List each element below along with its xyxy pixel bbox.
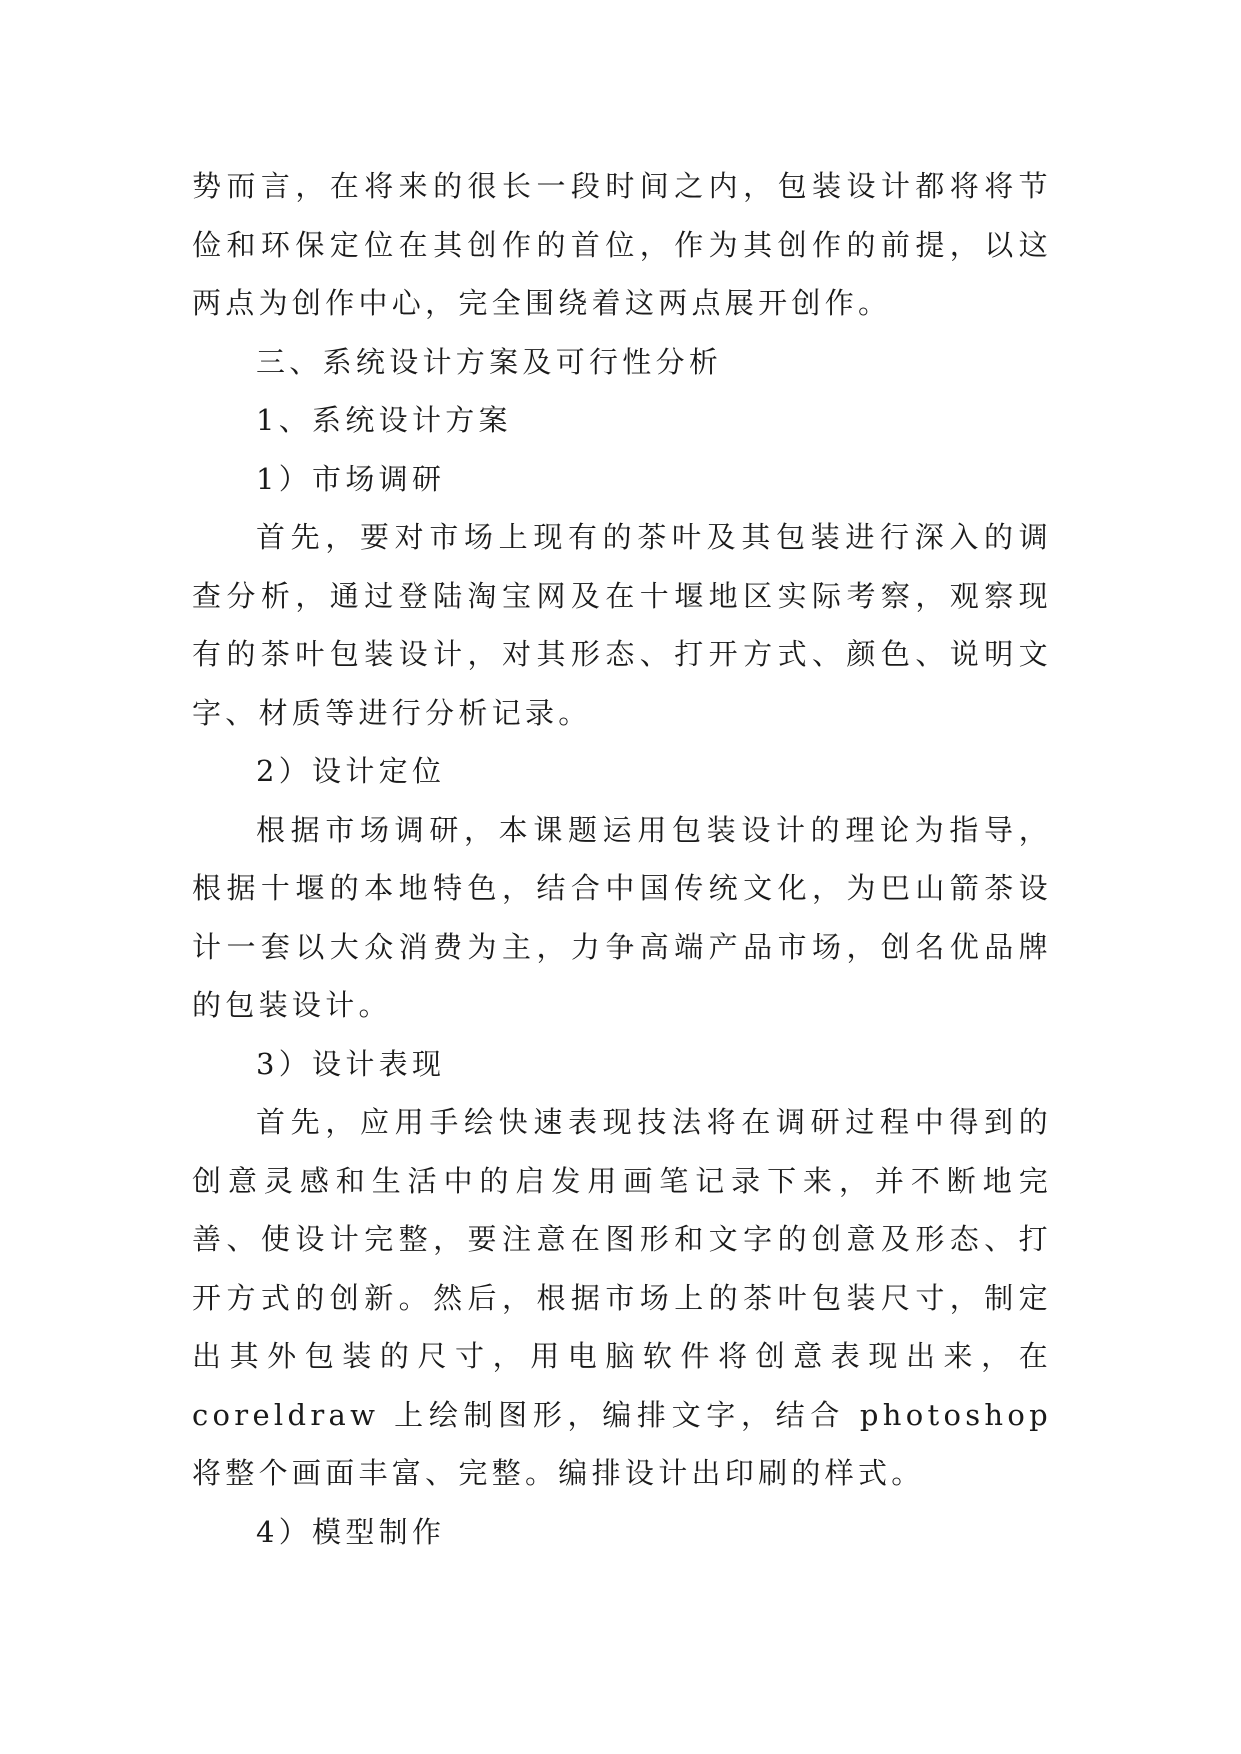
paragraph-design-positioning: 根据市场调研，本课题运用包装设计的理论为指导，根据十堰的本地特色，结合中国传统文化，为巴山箭茶设计一套以大众消费为主，力争高端产品市场，创名优品牌的包装设计。 [192, 812, 1052, 1022]
item-heading-design-positioning: 2）设计定位 [256, 754, 446, 788]
paragraph-market-research: 首先，要对市场上现有的茶叶及其包装进行深入的调查分析，通过登陆淘宝网及在十堰地区实际考察，观察现有的茶叶包装设计，对其形态、打开方式、颜色、说明文字、材质等进行分析记录。 [192, 520, 1052, 730]
item-heading-model-making: 4）模型制作 [256, 1514, 446, 1549]
subsection-heading-1: 1、系统设计方案 [256, 403, 512, 437]
item-heading-design-expression: 3）设计表现 [256, 1046, 446, 1081]
item-heading-market-research: 1）市场调研 [256, 461, 446, 496]
paragraph-design-expression: 首先，应用手绘快速表现技法将在调研过程中得到的创意灵感和生活中的启发用画笔记录下来，并不断地完善、使设计完整，要注意在图形和文字的创意及形态、打开方式的创新。然后，根据市场上的茶叶包装尺寸，制定出其外包装的尺寸，用电脑软件将创意表现出来，在 coreldraw 上绘制图形，编排文字，结合 photoshop 将整个画面丰富、完整。编排设计出印刷的样式。 [192, 1105, 1052, 1490]
paragraph-intro: 势而言，在将来的很长一段时间之内，包装设计都将将节俭和环保定位在其创作的首位，作为其创作的前提，以这两点为创作中心，完全围绕着这两点展开创作。 [192, 169, 1052, 320]
section-heading-3: 三、系统设计方案及可行性分析 [256, 344, 723, 379]
document-page [192, 157, 1052, 1561]
